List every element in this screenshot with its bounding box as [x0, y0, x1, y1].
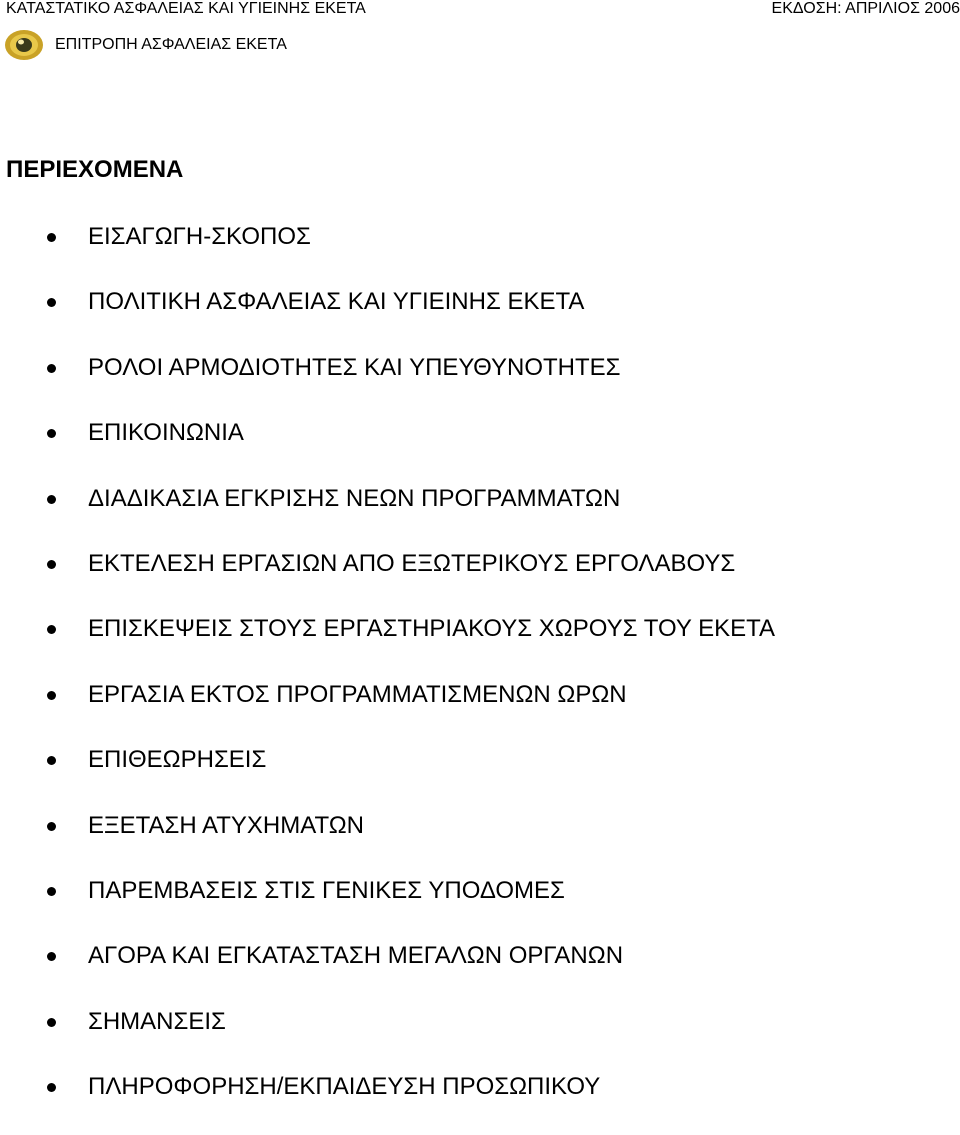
toc-item-label: ΕΠΙΣΚΕΨΕΙΣ ΣΤΟΥΣ ΕΡΓΑΣΤΗΡΙΑΚΟΥΣ ΧΩΡΟΥΣ ΤΟΥ ΕΚΕΤΑ — [88, 615, 775, 643]
bullet-icon — [47, 822, 56, 831]
toc-item-label: ΠΛΗΡΟΦΟΡΗΣΗ/ΕΚΠΑΙΔΕΥΣΗ ΠΡΟΣΩΠΙΚΟΥ — [88, 1073, 601, 1101]
toc-item-label: ΠΟΛΙΤΙΚΗ ΑΣΦΑΛΕΙΑΣ ΚΑΙ ΥΓΙΕΙΝΗΣ ΕΚΕΤΑ — [88, 288, 585, 316]
bullet-icon — [47, 429, 56, 438]
toc-item-label: ΣΗΜΑΝΣΕΙΣ — [88, 1007, 226, 1035]
toc-item-label: ΕΡΓΑΣΙΑ ΕΚΤΟΣ ΠΡΟΓΡΑΜΜΑΤΙΣΜΕΝΩΝ ΩΡΩΝ — [88, 680, 627, 708]
bullet-icon — [47, 560, 56, 569]
eketa-logo-icon — [4, 29, 44, 61]
bullet-icon — [47, 887, 56, 896]
bullet-icon — [47, 495, 56, 504]
toc-heading: ΠΕΡΙΕΧΟΜΕΝΑ — [6, 156, 184, 183]
bullet-icon — [47, 691, 56, 700]
bullet-icon — [47, 298, 56, 307]
organization-name: ΕΠΙΤΡΟΠΗ ΑΣΦΑΛΕΙΑΣ ΕΚΕΤΑ — [55, 36, 287, 53]
toc-item-label: ΑΓΟΡΑ ΚΑΙ ΕΓΚΑΤΑΣΤΑΣΗ ΜΕΓΑΛΩΝ ΟΡΓΑΝΩΝ — [88, 942, 624, 970]
bullet-icon — [47, 756, 56, 765]
page-header — [6, 0, 960, 20]
bullet-icon — [47, 1083, 56, 1092]
toc-item-label: ΡΟΛΟΙ ΑΡΜΟΔΙΟΤΗΤΕΣ ΚΑΙ ΥΠΕΥΘΥΝΟΤΗΤΕΣ — [88, 353, 621, 381]
bullet-icon — [47, 625, 56, 634]
bullet-icon — [47, 952, 56, 961]
toc-item-label: ΠΑΡΕΜΒΑΣΕΙΣ ΣΤΙΣ ΓΕΝΙΚΕΣ ΥΠΟΔΟΜΕΣ — [88, 876, 565, 904]
toc-item-label: ΕΚΤΕΛΕΣΗ ΕΡΓΑΣΙΩΝ ΑΠΟ ΕΞΩΤΕΡΙΚΟΥΣ ΕΡΓΟΛΑΒΟΥΣ — [88, 549, 736, 577]
bullet-icon — [47, 364, 56, 373]
toc-item-label: ΔΙΑΔΙΚΑΣΙΑ ΕΓΚΡΙΣΗΣ ΝΕΩΝ ΠΡΟΓΡΑΜΜΑΤΩΝ — [88, 484, 621, 512]
edition-date: ΕΚΔΟΣΗ: ΑΠΡΙΛΙΟΣ 2006 — [771, 0, 960, 17]
bullet-icon — [47, 1018, 56, 1027]
toc-item-label: ΕΙΣΑΓΩΓΗ-ΣΚΟΠΟΣ — [88, 223, 311, 250]
toc-item-label: ΕΞΕΤΑΣΗ ΑΤΥΧΗΜΑΤΩΝ — [88, 811, 364, 839]
organization-header — [4, 27, 287, 63]
toc-item-label: ΕΠΙΚΟΙΝΩΝΙΑ — [88, 419, 244, 447]
bullet-icon — [47, 233, 56, 242]
document-title: ΚΑΤΑΣΤΑΤΙΚΟ ΑΣΦΑΛΕΙΑΣ ΚΑΙ ΥΓΙΕΙΝΗΣ ΕΚΕΤΑ — [6, 0, 366, 17]
toc-item-label: ΕΠΙΘΕΩΡΗΣΕΙΣ — [88, 746, 267, 774]
